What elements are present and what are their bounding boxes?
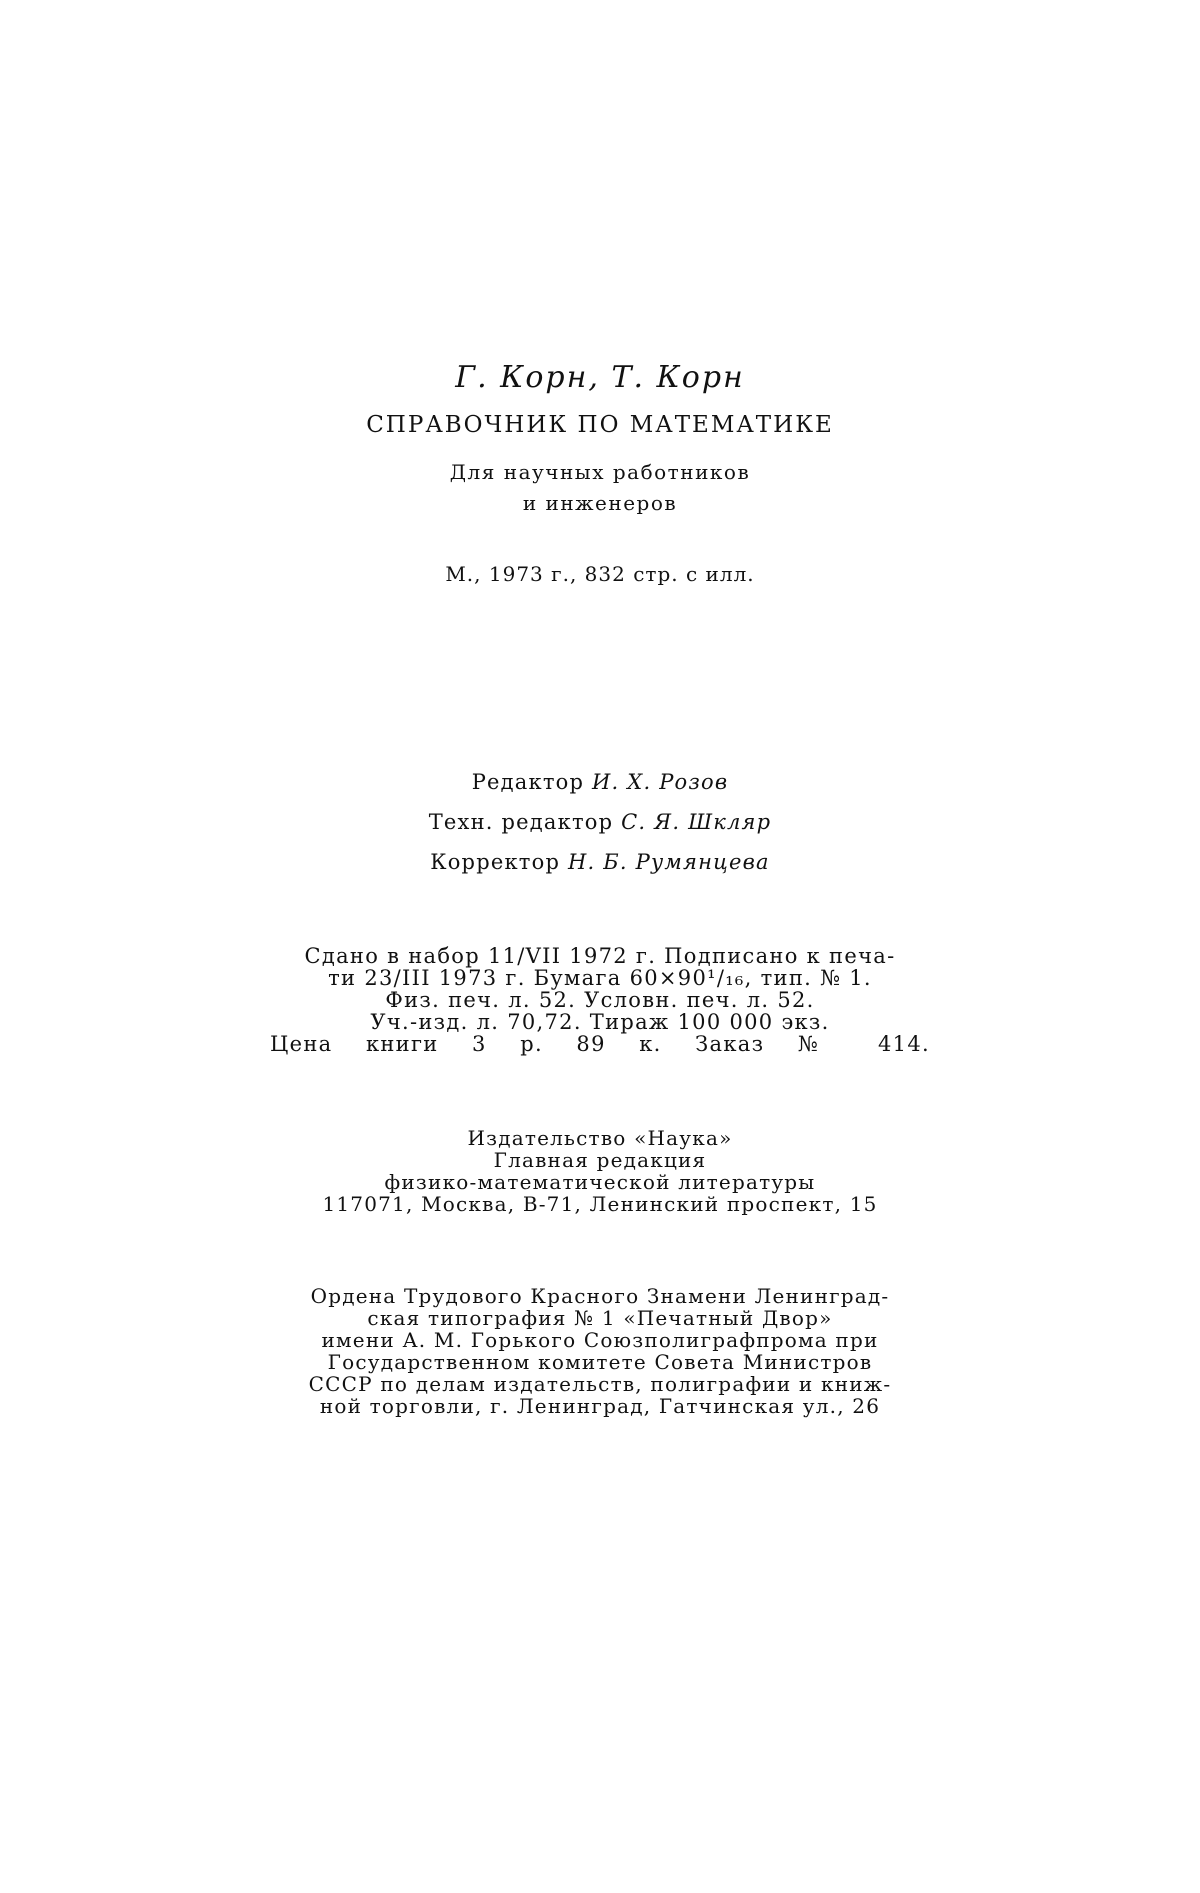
editor-credit [0, 762, 1200, 802]
staff-credits [0, 762, 1200, 882]
publisher-line: Издательство «Наука» [467, 1126, 733, 1150]
price-order-row [270, 1033, 930, 1055]
subtitle-line: Для научных работников [449, 460, 751, 484]
proofreader-credit [0, 842, 1200, 882]
editor-name: И. Х. Розов [592, 770, 729, 794]
editor-role: Редактор [471, 770, 585, 794]
book-title: СПРАВОЧНИК ПО МАТЕМАТИКЕ [366, 412, 834, 438]
typography-line: Ордена Трудового Красного Знамени Ленинград- [310, 1284, 890, 1308]
publisher-line: Главная редакция [493, 1148, 707, 1172]
tech-editor-role: Техн. редактор [428, 810, 614, 834]
order-number: Заказ № 414. [695, 1032, 930, 1056]
print-line: Сдано в набор 11/VII 1972 г. Подписано к печа- [304, 944, 896, 968]
print-line: ти 23/III 1973 г. Бумага 60×90¹/₁₆, тип. № 1. [328, 966, 872, 990]
tech-editor-credit [0, 802, 1200, 842]
book-price: Цена книги 3 р. 89 к. [270, 1032, 662, 1056]
tech-editor-name: С. Я. Шкляр [621, 810, 772, 834]
publisher-line: физико-математической литературы [384, 1170, 816, 1194]
print-line: Физ. печ. л. 52. Условн. печ. л. 52. [385, 988, 815, 1012]
subtitle-line: и инженеров [522, 491, 678, 515]
print-line: Уч.-изд. л. 70,72. Тираж 100 000 экз. [370, 1010, 830, 1034]
publisher-info [0, 1127, 1200, 1215]
price-order-line [0, 1033, 1200, 1055]
typography-line: Государственном комитете Совета Министров [327, 1350, 873, 1374]
typography-line: ной торговли, г. Ленинград, Гатчинская ул., 26 [319, 1394, 881, 1418]
print-details [0, 945, 1200, 1055]
typography-line: имени А. М. Горького Союзполиграфпрома при [321, 1328, 879, 1352]
typography-info [0, 1285, 1200, 1417]
publication-info: М., 1973 г., 832 стр. с илл. [445, 562, 755, 586]
authors: Г. Корн, Т. Корн [455, 360, 745, 395]
publisher-address: 117071, Москва, В-71, Ленинский проспект, 15 [322, 1192, 878, 1216]
proofreader-role: Корректор [430, 850, 561, 874]
proofreader-name: Н. Б. Румянцева [568, 850, 770, 874]
typography-line: ская типография № 1 «Печатный Двор» [367, 1306, 833, 1330]
book-subtitle [0, 457, 1200, 519]
typography-line: СССР по делам издательств, полиграфии и книж- [308, 1372, 892, 1396]
